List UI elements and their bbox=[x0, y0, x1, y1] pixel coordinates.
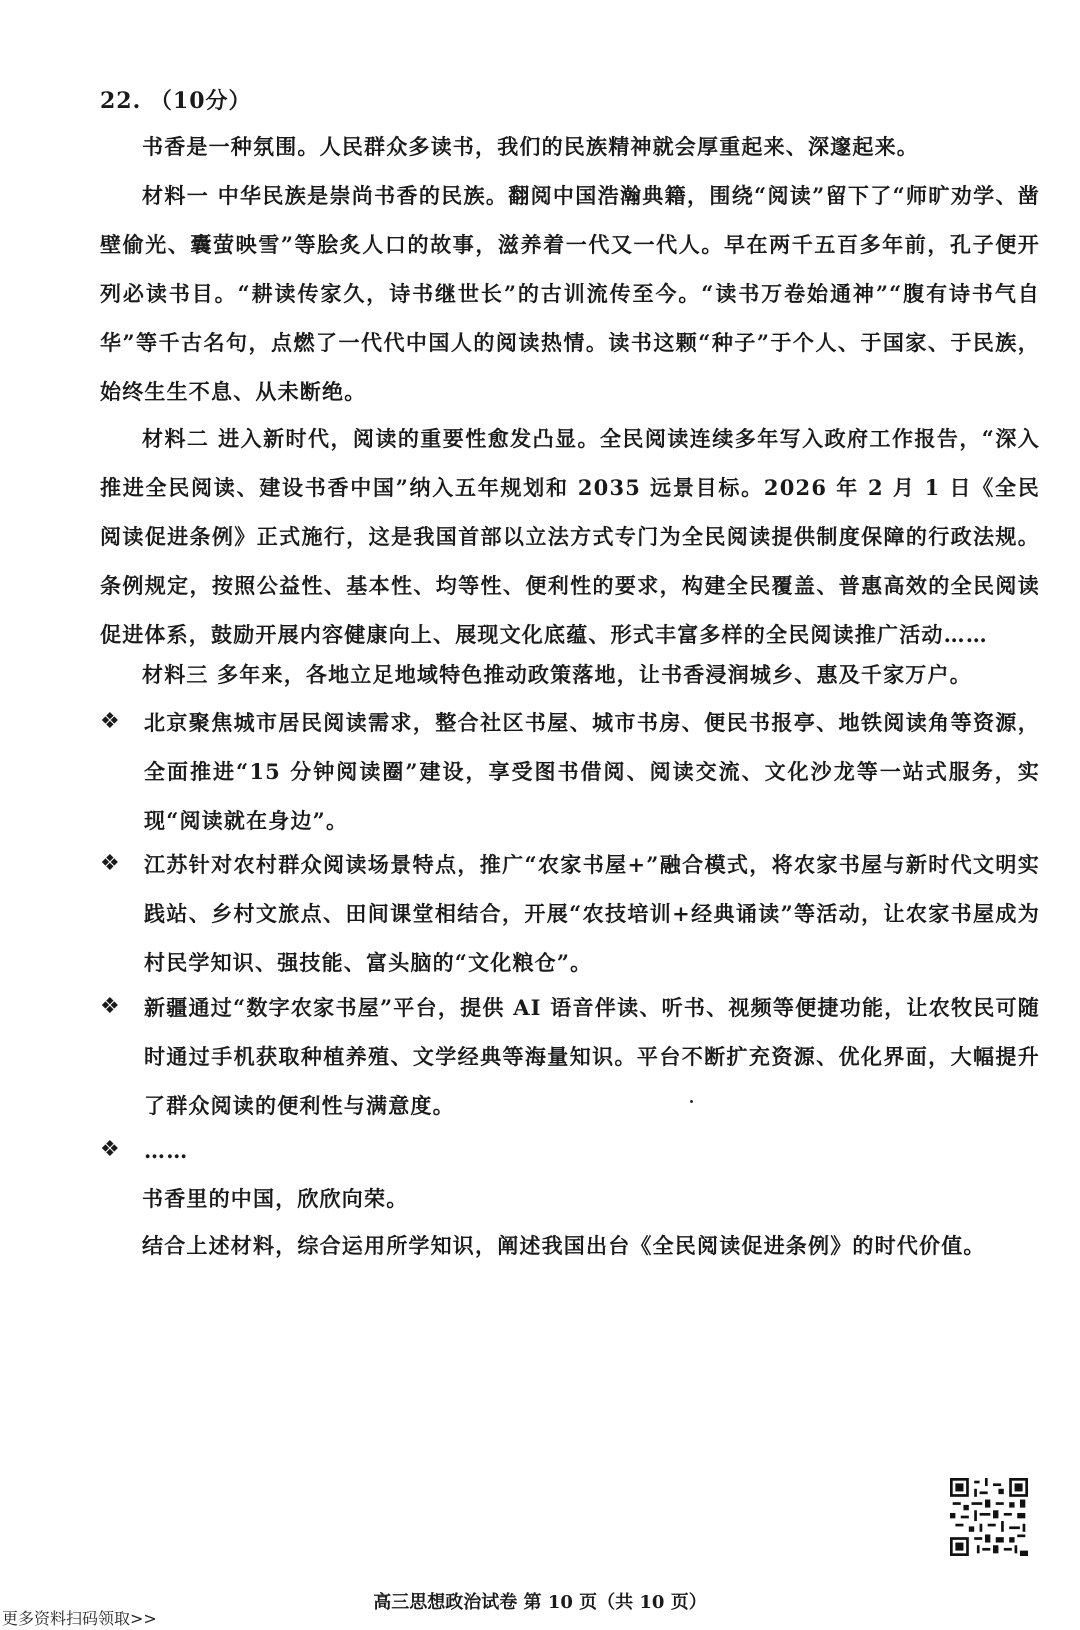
closing-line: 书香里的中国，欣欣向荣。 bbox=[142, 1186, 409, 1211]
bullet-diamond-icon: ❖ bbox=[100, 851, 120, 876]
bullet-item-ellipsis bbox=[100, 1126, 1040, 1175]
qr-code-icon[interactable] bbox=[950, 1478, 1028, 1556]
bullet-diamond-icon: ❖ bbox=[100, 709, 120, 734]
bullet-text: 新疆通过“数字农家书屋”平台，提供 AI 语音伴读、听书、视频等便捷功能，让农牧民可随时通过手机获取种植养殖、文学经典等海量知识。平台不断扩充资源、优化界面，大幅提升了群众阅读的便利性与满意度。 bbox=[144, 995, 1040, 1118]
bullet-text: …… bbox=[144, 1138, 189, 1163]
task-prompt: 结合上述材料，综合运用所学知识，阐述我国出台《全民阅读促进条例》的时代价值。 bbox=[142, 1233, 986, 1258]
bullet-item-jiangsu bbox=[100, 840, 1040, 987]
scan-speck bbox=[690, 1100, 693, 1103]
bullet-diamond-icon: ❖ bbox=[100, 1137, 120, 1162]
bullet-item-xinjiang bbox=[100, 983, 1040, 1130]
question-heading: 22. （10分） bbox=[100, 88, 252, 114]
more-materials-link[interactable]: 更多资料扫码领取>> bbox=[2, 1609, 157, 1628]
intro-paragraph: 书香是一种氛围。人民群众多读书，我们的民族精神就会厚重起来、深邃起来。 bbox=[142, 134, 919, 159]
bullet-diamond-icon: ❖ bbox=[100, 994, 120, 1019]
bullet-text: 北京聚焦城市居民阅读需求，整合社区书屋、城市书房、便民书报亭、地铁阅读角等资源，全面推进“15 分钟阅读圈”建设，享受图书借阅、阅读交流、文化沙龙等一站式服务，实现“阅读就在身边”。 bbox=[144, 710, 1040, 833]
page-footer: 高三思想政治试卷 第 10 页（共 10 页） bbox=[373, 1592, 707, 1613]
material-2-paragraph: 材料二 进入新时代，阅读的重要性愈发凸显。全民阅读连续多年写入政府工作报告，“深入推进全民阅读、建设书香中国”纳入五年规划和 2035 远景目标。2026 年 2 月 1 日《全民阅读促进条例》正式施行，这是我国首部以立法方式专门为全民阅读提供制度保障的行政法规。条例规定，按照公益性、基本性、均等性、便利性的要求，构建全民覆盖、普惠高效的全民阅读促进体系，鼓励开展内容健康向上、展现文化底蕴、形式丰富多样的全民阅读推广活动…… bbox=[100, 426, 1040, 647]
bullet-item-beijing bbox=[100, 698, 1040, 845]
bullet-text: 江苏针对农村群众阅读场景特点，推广“农家书屋+”融合模式，将农家书屋与新时代文明实践站、乡村文旅点、田间课堂相结合，开展“农技培训+经典诵读”等活动，让农家书屋成为村民学知识、强技能、富头脑的“文化粮仓”。 bbox=[144, 852, 1040, 975]
material-3-paragraph: 材料三 多年来，各地立足地域特色推动政策落地，让书香浸润城乡、惠及千家万户。 bbox=[142, 662, 972, 687]
material-1-paragraph: 材料一 中华民族是崇尚书香的民族。翻阅中国浩瀚典籍，围绕“阅读”留下了“师旷劝学、凿壁偷光、囊萤映雪”等脍炙人口的故事，滋养着一代又一代人。早在两千五百多年前，孔子便开列必读书目。“耕读传家久，诗书继世长”的古训流传至今。“读书万卷始通神”“腹有诗书气自华”等千古名句，点燃了一代代中国人的阅读热情。读书这颗“种子”于个人、于国家、于民族，始终生生不息、从未断绝。 bbox=[100, 183, 1040, 404]
